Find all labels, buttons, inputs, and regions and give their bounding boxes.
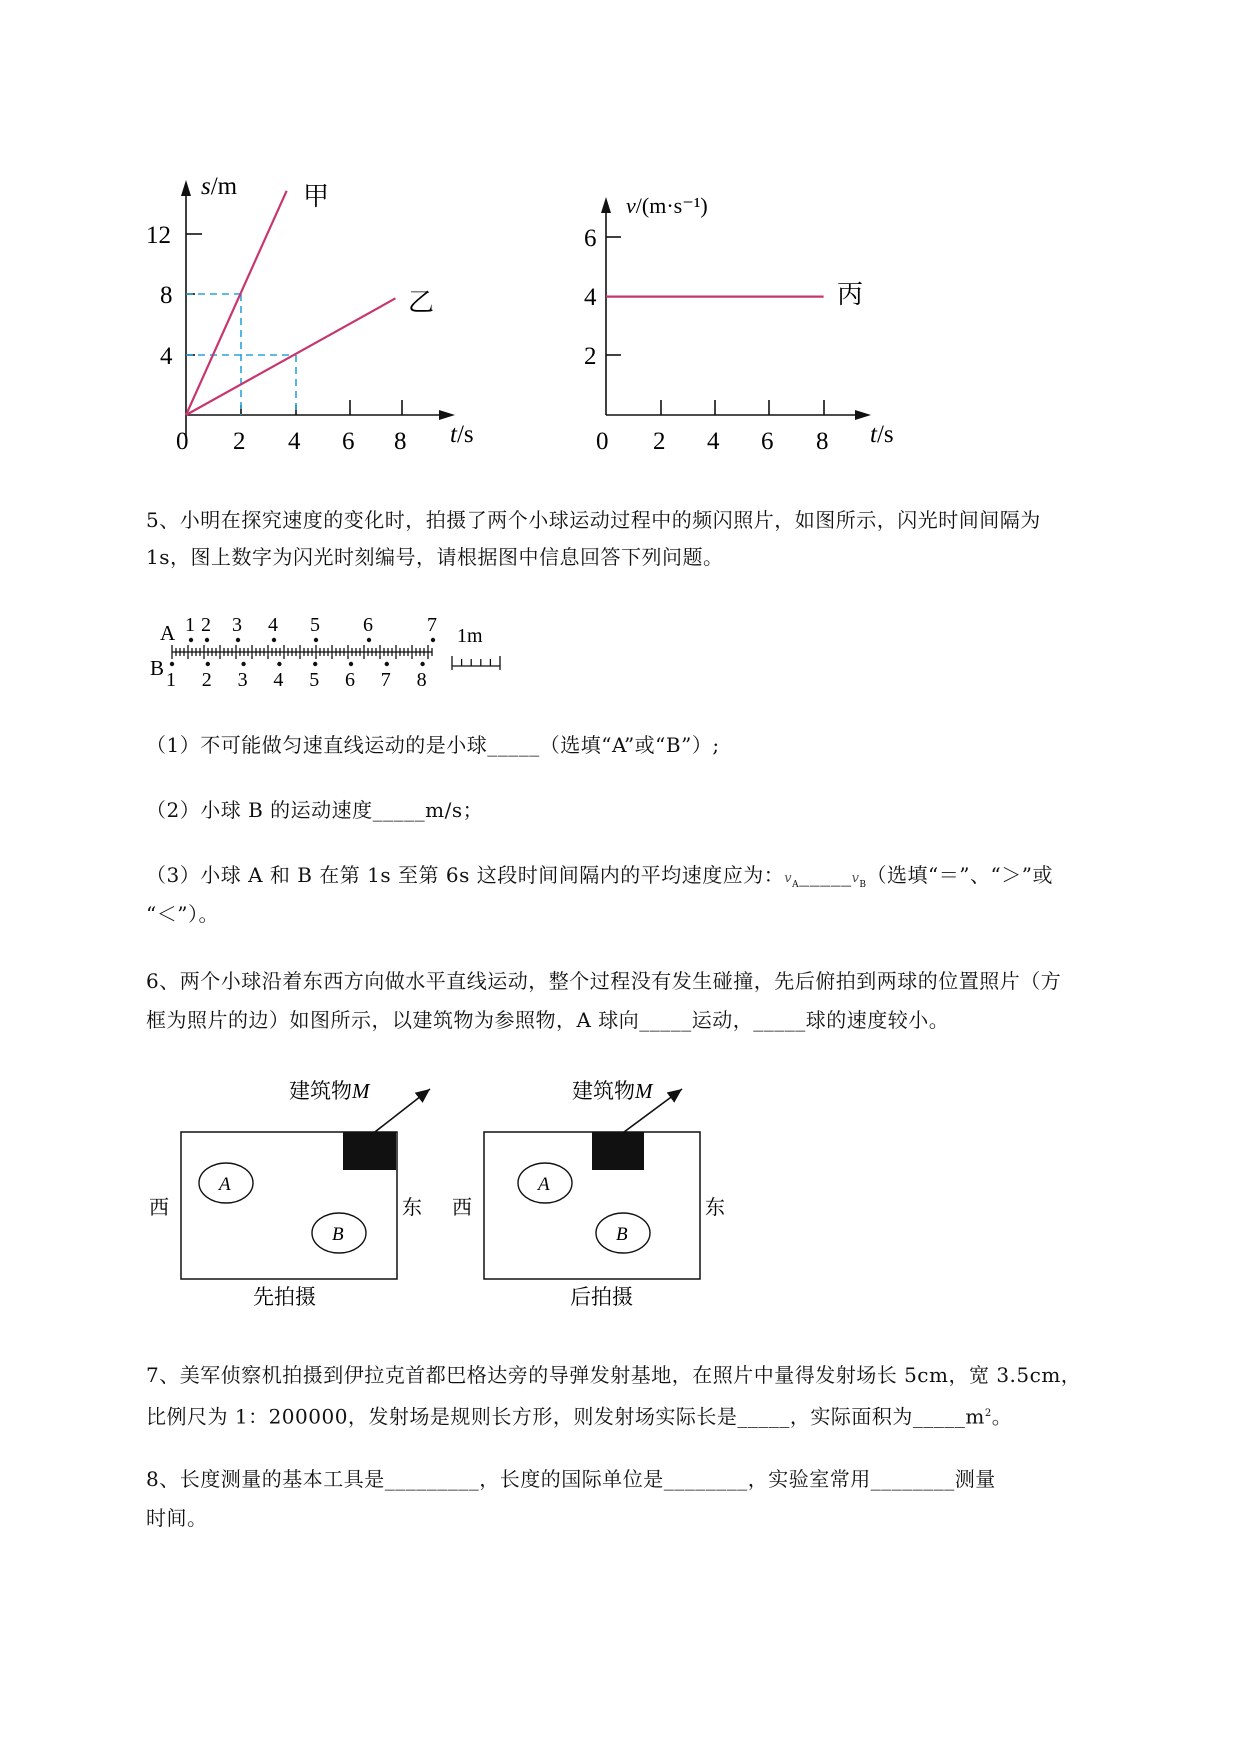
q8-line1: 8、长度测量的基本工具是_________，长度的国际单位是________，实验室常用________测量 bbox=[146, 1467, 996, 1491]
series-line-yi bbox=[186, 298, 395, 415]
ball-b-dot bbox=[170, 662, 174, 666]
x-tick-label: 8 bbox=[816, 428, 829, 455]
ball-b-dot bbox=[349, 662, 353, 666]
photo-first bbox=[149, 1079, 430, 1309]
q6-stem-line1: 6、两个小球沿着东西方向做水平直线运动，整个过程没有发生碰撞，先后俯拍到两球的位置照片（方 bbox=[146, 969, 1062, 993]
ball-a-label: A bbox=[538, 1174, 550, 1195]
series-line-jia bbox=[186, 191, 287, 415]
va-subscript: A bbox=[792, 880, 800, 890]
scale-label: 1m bbox=[457, 625, 483, 647]
x-tick-label: 2 bbox=[653, 428, 666, 455]
q7-line2 bbox=[146, 1395, 1146, 1436]
y-tick-label: 8 bbox=[160, 282, 173, 309]
q7-line1: 7、美军侦察机拍摄到伊拉克首都巴格达旁的导弹发射基地，在照片中量得发射场长 5cm，宽 3.5cm， bbox=[146, 1363, 1082, 1387]
west-label: 西 bbox=[149, 1197, 169, 1219]
ball-b-number: 8 bbox=[416, 669, 427, 691]
vb-subscript: B bbox=[859, 880, 867, 890]
x-axis-label: t/s bbox=[450, 421, 474, 448]
ball-a-dot bbox=[314, 638, 318, 642]
series-label-bing: 丙 bbox=[837, 280, 864, 309]
ball-b-number: 6 bbox=[345, 669, 355, 691]
q5-stem-line1: 5、小明在探究速度的变化时，拍摄了两个小球运动过程中的频闪照片，如图所示，闪光时间间隔为 bbox=[146, 508, 1041, 532]
ball-b-number: 1 bbox=[166, 669, 176, 691]
photo-figures bbox=[140, 1060, 760, 1309]
y-axis-label: v/(m·s⁻¹) bbox=[626, 193, 708, 218]
ball-a-dot bbox=[367, 638, 371, 642]
y-tick-label: 6 bbox=[584, 225, 597, 252]
st-graph bbox=[140, 160, 474, 460]
ball-a-dot bbox=[236, 638, 240, 642]
east-label: 东 bbox=[402, 1197, 422, 1219]
ball-a-positions bbox=[185, 614, 437, 642]
y-axis-label: s/m bbox=[201, 173, 238, 200]
q7-superscript: 2 bbox=[984, 1408, 992, 1419]
q5-sub3-line2: “＜”）。 bbox=[146, 902, 219, 926]
x-tick-label: 4 bbox=[288, 428, 301, 455]
y-tick-label: 4 bbox=[160, 343, 173, 370]
va-symbol: v bbox=[784, 871, 793, 886]
building-block bbox=[592, 1132, 644, 1170]
y-tick-label: 2 bbox=[584, 343, 597, 370]
q7-line2-text: 比例尺为 1：200000，发射场是规则长方形，则发射场实际长是_____，实际面积为_____m bbox=[146, 1404, 985, 1429]
ball-b-dot bbox=[420, 662, 424, 666]
ball-a-number: 3 bbox=[232, 614, 242, 636]
x-tick-label: 2 bbox=[233, 428, 246, 455]
x-tick-label: 4 bbox=[707, 428, 720, 455]
ball-a-number: 4 bbox=[268, 614, 278, 636]
q5-sub3-pre: （3）小球 A 和 B 在第 1s 至第 6s 这段时间间隔内的平均速度应为： bbox=[146, 863, 785, 887]
ball-a-number: 2 bbox=[201, 614, 211, 636]
series-label-jia: 甲 bbox=[303, 182, 330, 211]
ball-a-number: 7 bbox=[427, 614, 437, 636]
ball-b-dot bbox=[206, 662, 210, 666]
y-tick-label: 12 bbox=[146, 222, 171, 249]
q5-stem-line2: 1s，图上数字为闪光时刻编号，请根据图中信息回答下列问题。 bbox=[146, 545, 724, 569]
q5-sub3-blank: _____ bbox=[799, 863, 852, 887]
x-tick-label: 0 bbox=[176, 428, 189, 455]
x-tick-label: 8 bbox=[394, 428, 407, 455]
ball-a-dot bbox=[189, 638, 193, 642]
ball-b-label: B bbox=[332, 1224, 344, 1245]
ball-a-number: 1 bbox=[185, 614, 195, 636]
vb-symbol: v bbox=[851, 871, 860, 886]
ball-a-dot bbox=[431, 638, 435, 642]
ball-a-label: A bbox=[219, 1174, 231, 1195]
west-label: 西 bbox=[452, 1197, 472, 1219]
ball-a-dot bbox=[272, 638, 276, 642]
ball-b-number: 3 bbox=[237, 669, 248, 691]
ball-b-dot bbox=[313, 662, 317, 666]
q6-stem-line2: 框为照片的边）如图所示，以建筑物为参照物，A 球向_____运动，_____球的速度较小。 bbox=[146, 1008, 950, 1032]
ball-b-dot bbox=[385, 662, 389, 666]
ruler bbox=[172, 645, 432, 659]
y-tick-label: 4 bbox=[584, 284, 597, 311]
q5-sub2: （2）小球 B 的运动速度_____m/s； bbox=[146, 798, 484, 822]
strobe-figure bbox=[150, 605, 520, 700]
q7-line2-end: 。 bbox=[991, 1404, 1013, 1429]
building-label: 建筑物M bbox=[289, 1079, 370, 1103]
q8-line2: 时间。 bbox=[146, 1506, 208, 1530]
scale-bar bbox=[452, 656, 500, 670]
ball-b-dot bbox=[241, 662, 245, 666]
series-label-yi: 乙 bbox=[408, 288, 435, 317]
x-tick-label: 6 bbox=[342, 428, 355, 455]
photo-caption: 先拍摄 bbox=[253, 1285, 316, 1309]
x-tick-label: 6 bbox=[761, 428, 774, 455]
ball-b-label: B bbox=[150, 656, 165, 680]
ball-a-number: 6 bbox=[363, 614, 373, 636]
ball-b-number: 5 bbox=[309, 669, 320, 691]
ball-b-number: 4 bbox=[273, 669, 284, 691]
ball-a-dot bbox=[205, 638, 209, 642]
q5-sub3-post: （选填“＝”、“＞”或 bbox=[866, 863, 1053, 887]
photo-caption: 后拍摄 bbox=[570, 1285, 633, 1309]
ball-b-positions bbox=[166, 662, 427, 691]
vt-graph bbox=[580, 180, 920, 460]
ball-b-number: 7 bbox=[380, 669, 391, 691]
ball-a-number: 5 bbox=[310, 614, 320, 636]
photo-second bbox=[452, 1079, 725, 1309]
east-label: 东 bbox=[705, 1197, 725, 1219]
x-axis-label: t/s bbox=[870, 421, 894, 448]
ball-b-label: B bbox=[616, 1224, 628, 1245]
x-tick-label: 0 bbox=[596, 428, 609, 455]
q5-sub1: （1）不可能做匀速直线运动的是小球_____（选填“A”或“B”）; bbox=[146, 733, 720, 757]
building-block bbox=[343, 1132, 396, 1170]
ball-b-dot bbox=[277, 662, 281, 666]
building-label: 建筑物M bbox=[572, 1079, 653, 1103]
ball-a-label: A bbox=[160, 621, 176, 645]
ball-b-number: 2 bbox=[201, 669, 212, 691]
